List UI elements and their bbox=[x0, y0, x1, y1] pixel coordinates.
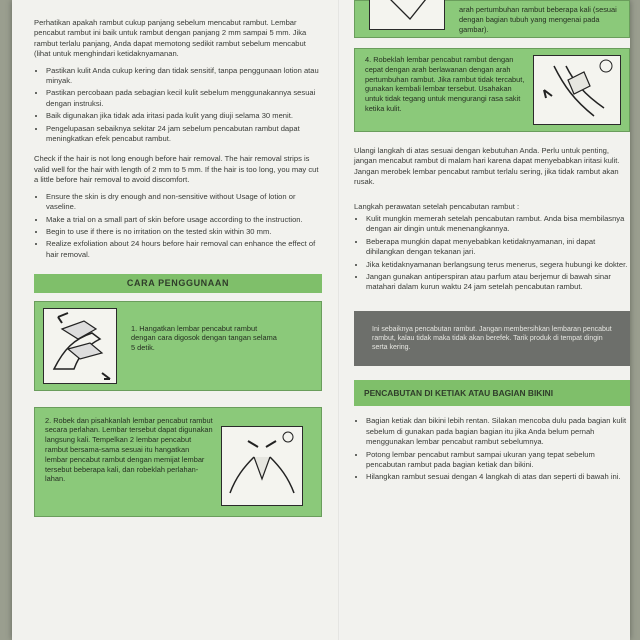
after-care-list bbox=[354, 214, 630, 293]
right-column bbox=[354, 0, 630, 489]
list-item: • Baik digunakan jika tidak ada iritasi pada kulit yang diuji selama 30 menit. bbox=[46, 111, 322, 121]
list-item: • Jika ketidaknyamanan berlangsung terus menerus, segera hubungi ke dokter. bbox=[366, 260, 630, 270]
step-2-text: 2. Robek dan pisahkanlah lembar pencabut rambut secara perlahan. Lembar tersebut dapat digunakan langsung kali. Tempelkan 2 lembar pencabut rambut bersama-sama sesuai itu hangatkan lembar pencabut rambut dengan memijat lembar tersebut beberapa kali, dan robeklah perlahan-lahan. bbox=[45, 415, 213, 484]
list-item: • Ensure the skin is dry enough and non-sensitive without Usage of lotion or vaseline. bbox=[46, 192, 322, 213]
step-1-text: 1. Hangatkan lembar pencabut rambut dengan cara digosok dengan tangan selama 5 detik. bbox=[131, 323, 277, 353]
list-item: • Pengelupasan sebaiknya sekitar 24 jam sebelum pencabutan rambut dapat meningkatkan efek pencabut rambut. bbox=[46, 124, 322, 145]
english-paragraph: Check if the hair is not long enough before hair removal. The hair removal strips is valid well for the hair with length of 2 mm to 5 mm. If the hair is too long, you may cut a little before hair removal to avoid discomfort. bbox=[34, 154, 319, 185]
section-title: CARA PENGGUNAAN bbox=[34, 274, 322, 292]
list-item: • Realize exfoliation about 24 hours before hair removal can enhance the effect of hair removal. bbox=[46, 239, 322, 260]
list-item: • Begin to use if there is no irritation on the tested skin within 30 mm. bbox=[46, 227, 322, 237]
step-3-illustration bbox=[369, 0, 445, 30]
list-item: • Hilangkan rambut sesuai dengan 4 langkah di atas dan seperti di bawah ini. bbox=[366, 472, 630, 482]
armpit-bikini-title: PENCABUTAN DI KETIAK ATAU BAGIAN BIKINI bbox=[354, 380, 630, 406]
list-item: • Jangan gunakan antiperspiran atau parfum atau berjemur di bawah sinar matahari dalam kurun waktu 24 jam setelah pencabutan rambut. bbox=[366, 272, 630, 293]
list-item: • Bagian ketiak dan bikini lebih rentan. Silakan mencoba dulu pada bagian kulit sebelum di gunakan pada bagian bagian itu jika Anda belum pernah menggunakan lembar pencabut rambut sebelumnya. bbox=[366, 416, 630, 447]
english-list bbox=[34, 192, 322, 260]
list-item: • Kulit mungkin memerah setelah pencabutan rambut. Anda bisa membilasnya dengan air dingin untuk menenangkannya. bbox=[366, 214, 630, 235]
leg-pulling-strip-icon bbox=[534, 56, 620, 124]
step-2-box bbox=[34, 407, 322, 517]
step-2-illustration bbox=[221, 426, 303, 506]
step-1-box bbox=[34, 301, 322, 391]
intro-paragraph: Perhatikan apakah rambut cukup panjang sebelum mencabut rambut. Lembar pencabut rambut ini baik untuk rambut dengan panjang 2 mm sampai 5 mm. Jika rambut terlalu panjang, Anda dapat memotong sedikit rambut sebelum mencabut (lihat untuk menghindari ketidaknyamanan. bbox=[34, 18, 307, 59]
hands-peeling-strip-icon bbox=[222, 427, 302, 505]
step-1-illustration bbox=[43, 308, 117, 384]
hands-rubbing-icon bbox=[44, 309, 116, 383]
repeat-paragraph: Ulangi langkah di atas sesuai dengan kebutuhan Anda. Perlu untuk penting, jangan mencabut rambut di malam hari karena dapat menyebabkan iritasi kulit. Jangan merobek lembar pencabut rambut terlalu sering, jika tidak rambut akan rusak. bbox=[354, 146, 620, 187]
armpit-list bbox=[354, 416, 630, 482]
left-column bbox=[34, 0, 322, 517]
list-item: • Potong lembar pencabut rambut sampai ukuran yang tepat sebelum pencabutan rambut pada bagian ketiak dan bikini. bbox=[366, 450, 630, 471]
step-4-box bbox=[354, 48, 630, 132]
list-item: • Make a trial on a small part of skin before usage according to the instruction. bbox=[46, 215, 322, 225]
intro-list bbox=[34, 66, 322, 145]
list-item: • Beberapa mungkin dapat menyebabkan ketidaknyamanan, ini dapat dihilangkan dengan tekanan jari. bbox=[366, 237, 630, 258]
after-care-title: Langkah perawatan setelah pencabutan rambut : bbox=[354, 201, 520, 211]
leg-strip-icon bbox=[370, 0, 444, 29]
storage-note: Ini sebaiknya pencabutan rambut. Jangan membersihkan lembaran pencabut rambut, kalau tidak maka tidak akan berefek. Tarik produk di tempat dingin serta kering. bbox=[354, 311, 630, 366]
step-3-box bbox=[354, 0, 630, 38]
list-item: • Pastikan percobaan pada sebagian kecil kulit sebelum menggunakannya sesuai dengan instruksi. bbox=[46, 88, 322, 109]
leaflet-sheet bbox=[12, 0, 630, 640]
step-3-text: arah pertumbuhan rambut beberapa kali (sesuai dengan bagian tubuh yang mengenai pada gambar). bbox=[459, 5, 617, 34]
list-item: • Pastikan kulit Anda cukup kering dan tidak sensitif, tanpa penggunaan lotion atau minyak. bbox=[46, 66, 322, 87]
step-4-text: 4. Robeklah lembar pencabut rambut dengan cepat dengan arah berlawanan dengan arah pertumbuhan rambut. Jika rambut tidak tercabut, gunakan kembali lembar tersebut. Usahakan untuk tidak tegang untuk mengurangi rasa sakit ketika kulit. bbox=[365, 55, 525, 113]
step-4-illustration bbox=[533, 55, 621, 125]
fold-line bbox=[338, 0, 340, 640]
